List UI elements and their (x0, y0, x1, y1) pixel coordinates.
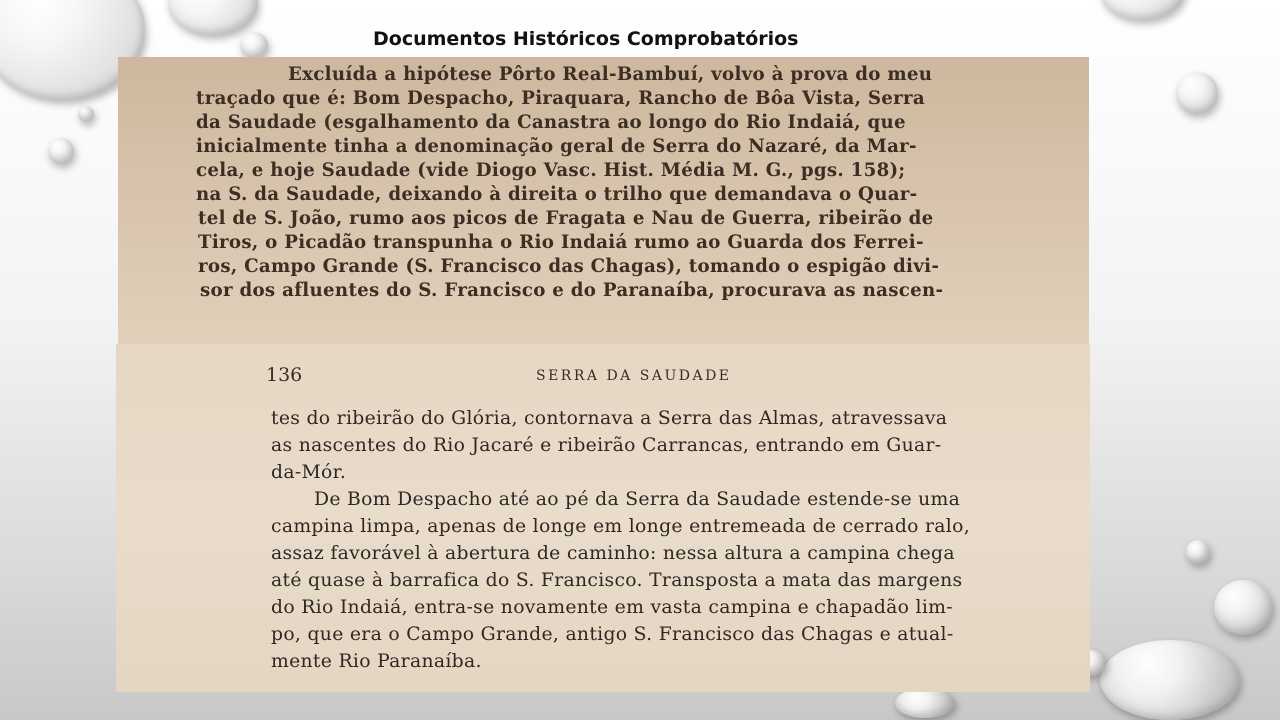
text-line: cela, e hoje Saudade (vide Diogo Vasc. Hist. Média M. G., pgs. 158); (196, 160, 906, 181)
running-head: SERRA DA SAUDADE (536, 368, 732, 384)
scanned-page-bottom (116, 344, 1090, 692)
text-line: Tiros, o Picadão transpunha o Rio Indaiá rumo ao Guarda dos Ferrei- (198, 232, 924, 253)
water-drop-decoration (1100, 640, 1240, 720)
water-drop-decoration (1186, 540, 1210, 564)
text-line: tes do ribeirão do Glória, contornava a Serra das Almas, atravessava (271, 408, 948, 429)
text-line: inicialmente tinha a denominação geral de Serra do Nazaré, da Mar- (196, 136, 917, 157)
water-drop-decoration (1176, 72, 1218, 114)
text-line: na S. da Saudade, deixando à direita o trilho que demandava o Quar- (196, 184, 918, 205)
text-line: traçado que é: Bom Despacho, Piraquara, Rancho de Bôa Vista, Serra (196, 88, 926, 109)
text-line: ros, Campo Grande (S. Francisco das Chagas), tomando o espigão divi- (198, 256, 940, 277)
water-drop-decoration (1214, 580, 1272, 635)
text-line: as nascentes do Rio Jacaré e ribeirão Carrancas, entrando em Guar- (271, 435, 942, 456)
water-drop-decoration (168, 0, 258, 35)
text-line: sor dos afluentes do S. Francisco e do Paranaíba, procurava as nascen- (200, 280, 944, 301)
text-line: até quase à barrafica do S. Francisco. Transposta a mata das margens (271, 570, 963, 591)
text-line: De Bom Despacho até ao pé da Serra da Saudade estende-se uma (314, 489, 961, 510)
text-line: do Rio Indaiá, entra-se novamente em vasta campina e chapadão lim- (271, 597, 953, 618)
water-drop-decoration (48, 138, 74, 164)
water-drop-decoration (895, 688, 955, 718)
text-line: tel de S. João, rumo aos picos de Fragata e Nau de Guerra, ribeirão de (198, 208, 934, 229)
text-line: Excluída a hipótese Pôrto Real-Bambuí, volvo à prova do meu (288, 64, 933, 85)
page-number: 136 (266, 364, 303, 386)
slide-title: Documentos Históricos Comprobatórios (373, 28, 799, 50)
water-drop-decoration (78, 106, 94, 122)
text-line: da-Mór. (271, 462, 347, 483)
text-line: po, que era o Campo Grande, antigo S. Francisco das Chagas e atual- (271, 624, 954, 645)
water-drop-decoration (1100, 0, 1185, 20)
text-line: da Saudade (esgalhamento da Canastra ao longo do Rio Indaiá, que (196, 112, 906, 133)
text-line: campina limpa, apenas de longe em longe entremeada de cerrado ralo, (271, 516, 970, 537)
scanned-page-top (118, 57, 1089, 344)
text-line: mente Rio Paranaíba. (271, 651, 482, 672)
water-drop-decoration (240, 32, 268, 58)
text-line: assaz favorável à abertura de caminho: nessa altura a campina chega (271, 543, 955, 564)
